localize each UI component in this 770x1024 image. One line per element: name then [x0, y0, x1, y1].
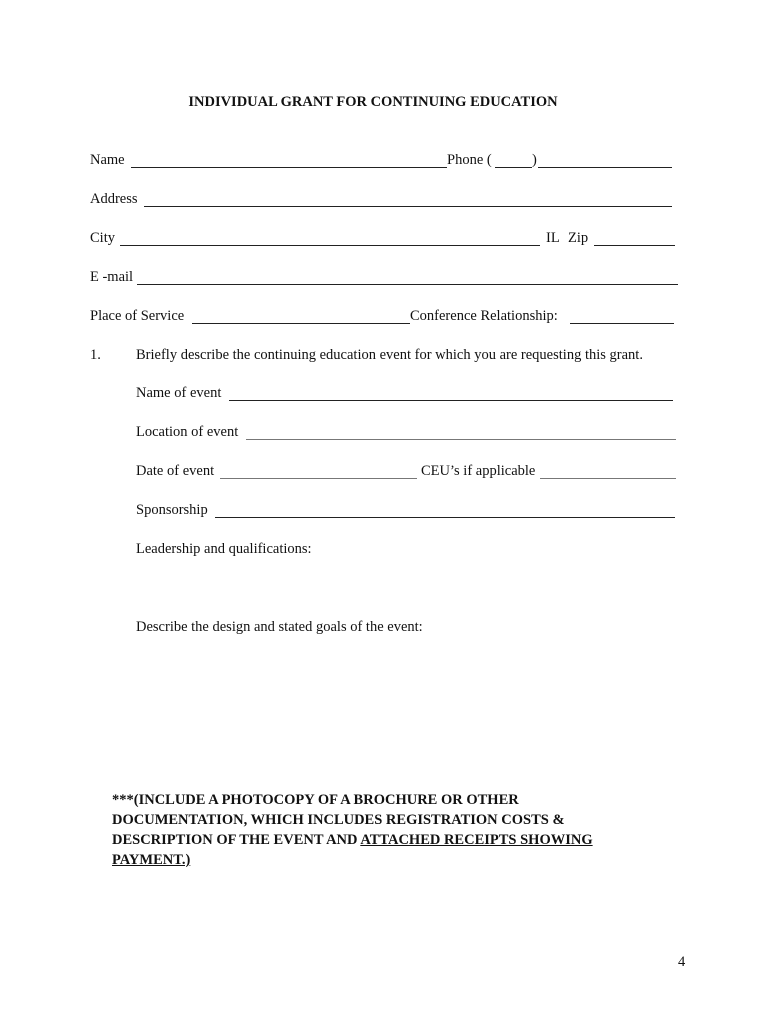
event-location-field[interactable]	[246, 439, 676, 440]
zip-field[interactable]	[594, 245, 675, 246]
sponsorship-field[interactable]	[215, 517, 675, 518]
documentation-note	[112, 790, 652, 870]
city-label: City	[90, 230, 115, 246]
event-location-label: Location of event	[136, 424, 239, 440]
name-field[interactable]	[131, 167, 447, 168]
note-underlined-text: ATTACHED RECEIPTS SHOWING PAYMENT.)	[112, 832, 593, 868]
ceu-label: CEU’s if applicable	[421, 463, 536, 479]
page-title: INDIVIDUAL GRANT FOR CONTINUING EDUCATION	[188, 94, 558, 110]
note-text: ***(INCLUDE A PHOTOCOPY OF A BROCHURE OR OTHER DOCUMENTATION, WHICH INCLUDES REGISTRATION COSTS & DESCRIPTION OF THE EVENT AND	[112, 792, 565, 848]
state-text: IL	[546, 230, 560, 246]
phone-label: Phone (	[447, 152, 492, 168]
phone-number-field[interactable]	[538, 167, 672, 168]
conference-relationship-label: Conference Relationship:	[410, 308, 558, 324]
address-field[interactable]	[144, 206, 672, 207]
question-1-text: Briefly describe the continuing education event for which you are requesting this grant.	[136, 347, 643, 363]
address-label: Address	[90, 191, 138, 207]
event-date-label: Date of event	[136, 463, 215, 479]
page-number: 4	[678, 954, 686, 970]
zip-label: Zip	[568, 230, 589, 246]
event-name-field[interactable]	[229, 400, 673, 401]
name-label: Name	[90, 152, 125, 168]
place-of-service-field[interactable]	[192, 323, 410, 324]
event-date-field[interactable]	[220, 478, 417, 479]
ceu-field[interactable]	[540, 478, 676, 479]
conference-relationship-field[interactable]	[570, 323, 674, 324]
email-field[interactable]	[137, 284, 678, 285]
design-goals-label: Describe the design and stated goals of the event:	[136, 619, 423, 635]
leadership-label: Leadership and qualifications:	[136, 541, 312, 557]
email-label: E -mail	[90, 269, 134, 285]
question-1-number: 1.	[90, 347, 101, 363]
phone-close-paren: )	[532, 152, 537, 168]
event-name-label: Name of event	[136, 385, 222, 401]
place-of-service-label: Place of Service	[90, 308, 185, 324]
sponsorship-label: Sponsorship	[136, 502, 208, 518]
city-field[interactable]	[120, 245, 540, 246]
phone-area-code-field[interactable]	[495, 167, 532, 168]
